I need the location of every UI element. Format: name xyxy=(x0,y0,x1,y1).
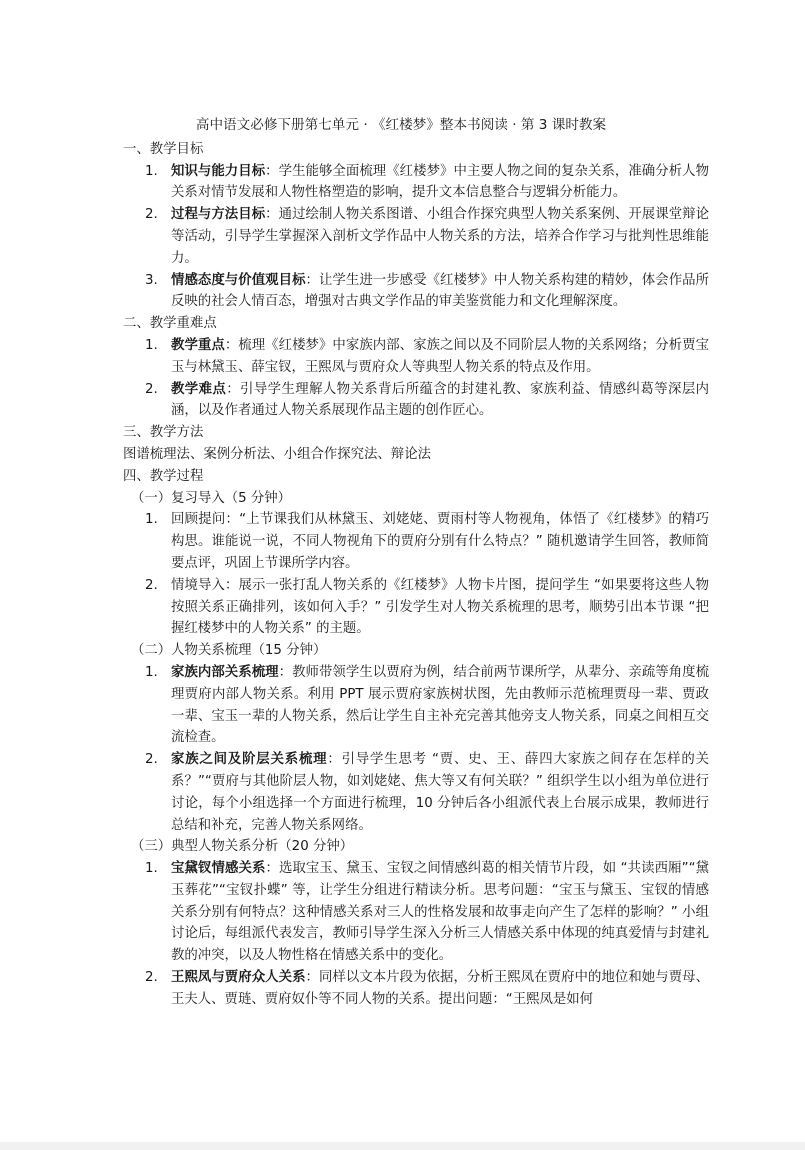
item-lead: 家族之间及阶层关系梳理 xyxy=(171,752,328,768)
section-heading: 三、教学方法 xyxy=(123,425,204,441)
item-text: 回顾提问：“上节课我们从林黛玉、刘姥姥、贾雨村等人物视角，体悟了《红楼梦》的精巧构思。谁能说一说，不同人物视角下的贾府分别有什么特点？” 随机邀请学生回答，教师简要点评，巩固上节课所学内容。 xyxy=(171,512,709,571)
section-heading: 四、教学过程 xyxy=(123,468,204,484)
item-lead: 知识与能力目标 xyxy=(171,163,266,179)
item-lead: 宝黛钗情感关系 xyxy=(171,861,266,877)
review-intro-list xyxy=(123,509,709,640)
list-item xyxy=(123,270,709,314)
subsection-heading: （二）人物关系梳理（15 分钟） xyxy=(131,643,327,659)
page-bottom-band xyxy=(0,1142,805,1150)
item-lead: 情感态度与价值观目标 xyxy=(171,272,306,288)
list-item xyxy=(123,575,709,640)
item-number: 2. xyxy=(145,577,158,593)
item-text: ：引导学生思考 “贾、史、王、薛四大家族之间存在怎样的关系？”“贾府与其他阶层人物，如刘姥姥、焦大等又有何关联？” 组织学生以小组为单位进行讨论，每个小组选择一个方面进行梳理，10 分钟后各小组派代表上台展示成果，教师进行总结和补充，完善人物关系网络。 xyxy=(171,752,709,833)
document-title: 高中语文必修下册第七单元 · 《红楼梦》整本书阅读 · 第 3 课时教案 xyxy=(195,117,607,133)
subsection-heading: （三）典型人物关系分析（20 分钟） xyxy=(131,839,354,855)
item-number: 3. xyxy=(145,272,158,288)
typical-relationship-list xyxy=(123,858,709,1011)
key-points-list xyxy=(123,335,709,422)
item-text: ：梳理《红楼梦》中家族内部、家族之间以及不同阶层人物的关系网络；分析贾宝玉与林黛玉、薛宝钗，王熙凤与贾府众人等典型人物关系的特点及作用。 xyxy=(171,337,710,375)
item-number: 1. xyxy=(145,512,158,528)
item-text: ：选取宝玉、黛玉、宝钗之间情感纠葛的相关情节片段，如 “共读西厢”“黛玉葬花”“宝钗扑蝶” 等，让学生分组进行精读分析。思考问题：“宝玉与黛玉、宝钗的情感关系分别有何特点？这种情感关系对三人的性格发展和故事走向产生了怎样的影响？” 小组讨论后，每组派代表发言，教师引导学生深入分析三人情感关系中体现的纯真爱情与封建礼教的冲突，以及人物性格在情感关系中的变化。 xyxy=(171,861,709,964)
item-number: 2. xyxy=(145,752,158,768)
item-lead: 教学难点 xyxy=(171,381,227,397)
list-item xyxy=(123,967,709,1011)
item-number: 2. xyxy=(145,207,158,223)
item-lead: 王熙凤与贾府众人关系 xyxy=(171,970,306,986)
item-number: 2. xyxy=(145,970,158,986)
item-number: 2. xyxy=(145,381,158,397)
list-item xyxy=(123,204,709,269)
list-item xyxy=(123,662,709,749)
item-lead: 过程与方法目标 xyxy=(171,207,266,223)
item-number: 1. xyxy=(145,163,158,179)
item-text: ：教师带领学生以贾府为例，结合前两节课所学，从辈分、亲疏等角度梳理贾府内部人物关系。利用 PPT 展示贾府家族树状图，先由教师示范梳理贾母一辈、贾政一辈、宝玉一辈的人物关系，然后让学生自主补充完善其他旁支人物关系，同桌之间相互交流检查。 xyxy=(171,664,710,746)
section-heading: 二、教学重难点 xyxy=(123,316,217,332)
item-text: 情境导入：展示一张打乱人物关系的《红楼梦》人物卡片图，提问学生 “如果要将这些人物按照关系正确排列，该如何入手？” 引发学生对人物关系梳理的思考，顺势引出本节课 “把握红楼梦中的人物关系” 的主题。 xyxy=(171,577,709,637)
item-number: 1. xyxy=(145,337,158,353)
objectives-list xyxy=(123,161,709,314)
methods-text: 图谱梳理法、案例分析法、小组合作探究法、辩论法 xyxy=(123,446,431,462)
list-item xyxy=(123,335,709,379)
subsection-heading: （一）复习导入（5 分钟） xyxy=(131,490,292,506)
item-number: 1. xyxy=(145,861,158,877)
list-item xyxy=(123,858,709,967)
item-text: ：引导学生理解人物关系背后所蕴含的封建礼教、家族利益、情感纠葛等深层内涵，以及作者通过人物关系展现作品主题的创作匠心。 xyxy=(171,381,710,419)
item-text: ：学生能够全面梳理《红楼梦》中主要人物之间的复杂关系，准确分析人物关系对情节发展和人物性格塑造的影响，提升文本信息整合与逻辑分析能力。 xyxy=(171,163,710,201)
item-lead: 教学重点 xyxy=(171,337,225,353)
item-number: 1. xyxy=(145,664,158,680)
list-item xyxy=(123,161,709,205)
list-item xyxy=(123,509,709,574)
list-item xyxy=(123,379,709,423)
item-text: ：同样以文本片段为依据，分析王熙凤在贾府中的地位和她与贾母、王夫人、贾琏、贾府奴仆等不同人物的关系。提出问题：“王熙凤是如何 xyxy=(171,970,709,1007)
section-heading: 一、教学目标 xyxy=(123,141,204,157)
item-text: ：通过绘制人物关系图谱、小组合作探究典型人物关系案例、开展课堂辩论等活动，引导学生掌握深入剖析文学作品中人物关系的方法，培养合作学习与批判性思维能力。 xyxy=(171,207,710,266)
item-lead: 家族内部关系梳理 xyxy=(171,664,279,680)
item-text: ：让学生进一步感受《红楼梦》中人物关系构建的精妙，体会作品所反映的社会人情百态，增强对古典文学作品的审美鉴赏能力和文化理解深度。 xyxy=(171,272,709,310)
list-item xyxy=(123,749,709,836)
relationship-sorting-list xyxy=(123,662,709,836)
